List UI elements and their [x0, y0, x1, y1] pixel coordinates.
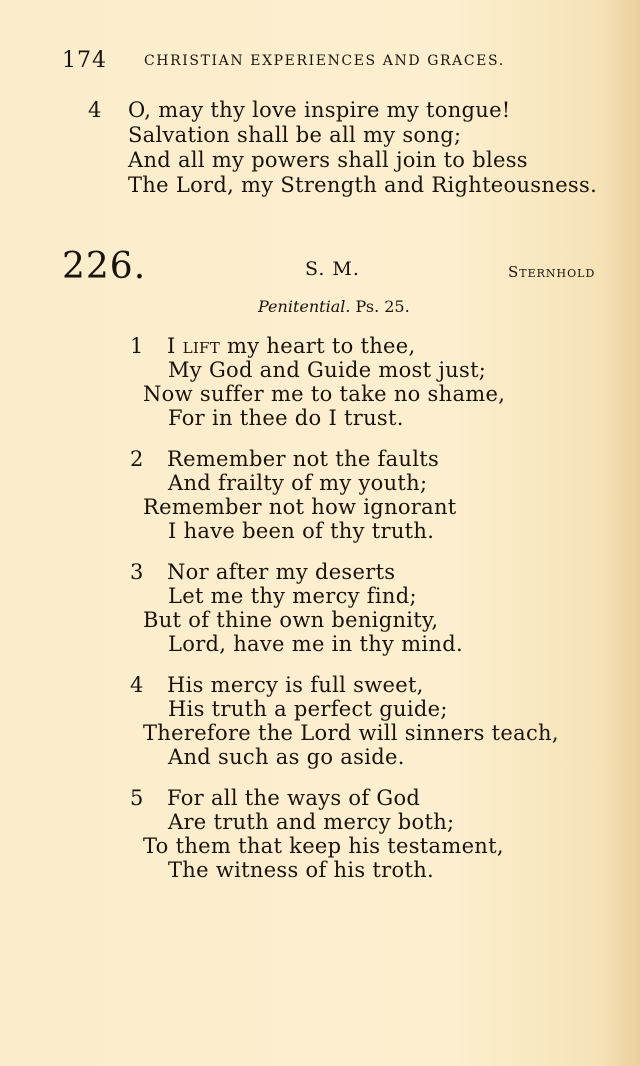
- verse-line: I have been of thy truth.: [168, 519, 435, 543]
- verse-line: [167, 334, 415, 358]
- hymn-scripture: Ps. 25.: [355, 297, 410, 316]
- stanza-number: 4: [130, 673, 144, 697]
- verse-line: Nor after my deserts: [167, 560, 396, 584]
- verse-line: For in thee do I trust.: [168, 406, 404, 430]
- hymn-topic: Penitential.: [258, 297, 351, 316]
- page-number: 174: [62, 48, 107, 73]
- hymn-meter: S. M.: [305, 258, 360, 280]
- verse-line: Remember not how ignorant: [143, 495, 457, 519]
- first-word-small-caps: I lift: [167, 334, 221, 358]
- verse-line: Now suffer me to take no shame,: [143, 382, 506, 406]
- stanza-number: 3: [130, 560, 144, 584]
- verse-line: To them that keep his testament,: [143, 834, 504, 858]
- stanza-number: 1: [130, 334, 144, 358]
- verse-line: Therefore the Lord will sinners teach,: [143, 721, 559, 745]
- verse-line: Are truth and mercy both;: [168, 810, 455, 834]
- verse-line: And frailty of my youth;: [168, 471, 428, 495]
- verse-line: The Lord, my Strength and Righteousness.: [128, 173, 598, 197]
- verse-line: Let me thy mercy find;: [168, 584, 417, 608]
- verse-line: His truth a perfect guide;: [168, 697, 448, 721]
- stanza-number: 5: [130, 786, 144, 810]
- verse-line: My God and Guide most just;: [168, 358, 487, 382]
- verse-line: O, may thy love inspire my tongue!: [128, 98, 511, 122]
- page-header: [62, 48, 542, 78]
- hymn-subtitle: [258, 297, 410, 316]
- verse-line: Salvation shall be all my song;: [128, 123, 462, 147]
- verse-line: And such as go aside.: [168, 745, 405, 769]
- hymn-author: Sternhold: [508, 263, 596, 281]
- hymn-number: 226.: [62, 246, 147, 287]
- running-head: CHRISTIAN EXPERIENCES AND GRACES.: [144, 53, 505, 69]
- verse-line: Remember not the faults: [167, 447, 440, 471]
- verse-line: And all my powers shall join to bless: [128, 148, 528, 172]
- verse-line: But of thine own benignity,: [143, 608, 439, 632]
- verse-line: For all the ways of God: [167, 786, 421, 810]
- verse-line: Lord, have me in thy mind.: [168, 632, 463, 656]
- verse-line: The witness of his troth.: [168, 858, 434, 882]
- stanza-number: 2: [130, 447, 144, 471]
- verse-line-rest: my heart to thee,: [220, 334, 416, 358]
- stanza-number: 4: [88, 98, 102, 122]
- verse-line: His mercy is full sweet,: [167, 673, 424, 697]
